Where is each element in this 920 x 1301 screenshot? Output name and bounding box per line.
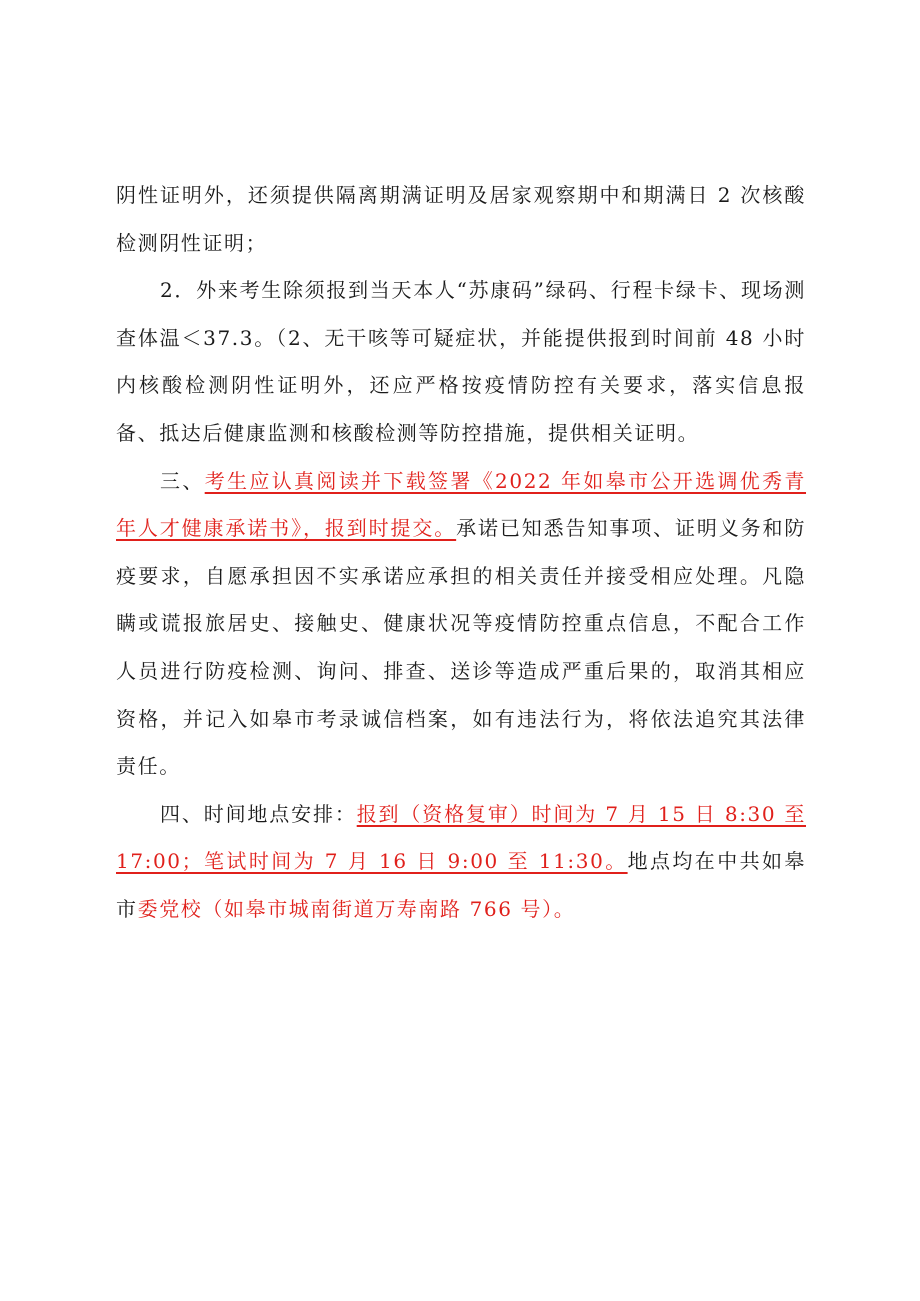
paragraph-continuation bbox=[116, 172, 806, 267]
paragraph-text: 阴性证明外，还须提供隔离期满证明及居家观察期中和期满日 2 次核酸检测阴性证明； bbox=[116, 183, 806, 255]
paragraph-section-4 bbox=[116, 791, 806, 934]
document-body bbox=[116, 172, 806, 934]
highlighted-schedule: 报到（资格复审）时间为 7 月 15 日 8:30 至 17:00；笔试时间为 7 月 16 日 9:00 至 11:30。 bbox=[116, 801, 806, 874]
paragraph-text: 2．外来考生除须报到当天本人“苏康码”绿码、行程卡绿卡、现场测查体温＜37.3。（2、无干咳等可疑症状，并能提供报到时间前 48 小时内核酸检测阴性证明外，还应严格按疫情防控有关要求，落实信息报备、抵达后健康监测和核酸检测等防控措施，提供相关证明。 bbox=[116, 278, 806, 445]
section-number: 三、 bbox=[160, 468, 205, 493]
paragraph-item-2 bbox=[116, 267, 806, 457]
paragraph-text: 承诺已知悉告知事项、证明义务和防疫要求，自愿承担因不实承诺应承担的相关责任并接受相应处理。凡隐瞒或谎报旅居史、接触史、健康状况等疫情防控重点信息，不配合工作人员进行防疫检测、询问、排查、送诊等造成严重后果的，取消其相应资格，并记入如皋市考录诚信档案，如有违法行为，将依法追究其法律责任。 bbox=[116, 516, 806, 779]
paragraph-section-3 bbox=[116, 458, 806, 791]
highlighted-location: 委党校（如皋市城南街道万寿南路 766 号）。 bbox=[137, 896, 576, 921]
paragraph-text: 地点均在中共如皋市 bbox=[116, 849, 806, 921]
highlighted-requirement: 考生应认真阅读并下载签署《2022 年如皋市公开选调优秀青年人才健康承诺书》，报到时提交。 bbox=[116, 468, 807, 541]
section-number: 四、时间地点安排： bbox=[160, 801, 357, 826]
